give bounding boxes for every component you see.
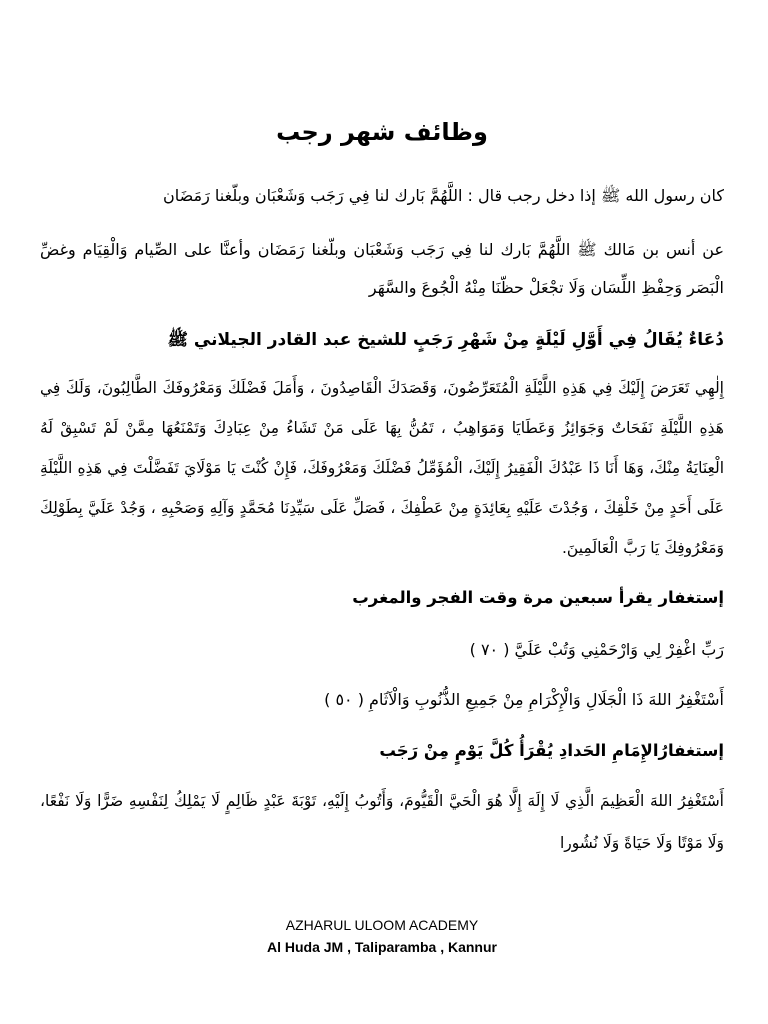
istighfar-line-1: رَبِّ اغْفِرْ لِي وَارْحَمْنِي وَتُبْ عَلَيَّ ( ٧٠ ) [469, 640, 724, 659]
haddad-istighfar-heading: إستغفارُالإِمَامِ الحَدادِ يُقْرَأُ كُلَّ يَوْمٍ مِنْ رَجَب [379, 741, 724, 760]
istighfar-line-2: أَسْتَغْفِرُ اللهَ ذَا الْجَلَالِ وَالْإِكْرَامِ مِنْ جَمِيعِ الذُّنُوبِ وَالْآثَامِ ( ٥٠ ) [324, 690, 724, 709]
document-page [40, 0, 724, 1024]
footer-address: Al Huda JM , Taliparamba , Kannur [266, 939, 497, 955]
haddad-istighfar-text: أَسْتَغْفِرُ اللهَ الْعَظِيمَ الَّذِي لَا إِلَهَ إِلَّا هُوَ الْحَيَّ الْقَيُّومَ، وَأَتُوبُ إِلَيْهِ، تَوْبَةَ عَبْدٍ ظَالِمٍ لَا يَمْلِكُ لِنَفْسِهِ ضَرًّا وَلَا نَفْعًا، وَلَا مَوْتًا وَلَا حَيَاةً وَلَا نُشُورا [40, 792, 724, 852]
hadith-paragraph-2: عن أنس بن مَالك ﷺ اللَّهُمَّ بَارك لنا فِي رَجَب وَشَعْبَان وبلّغنا رَمَضَان وأعنَّا على الصِّيام وَالْقِيَام وغضِّ الْبَصَر وَحِفْظِ اللِّسَان وَلَا تجْعَلْ حظّنَا مِنْهُ الْجُوعَ والسَّهَر [40, 240, 724, 297]
hadith-paragraph-1: كان رسول الله ﷺ إذا دخل رجب قال : اللَّهُمَّ بَارك لنا فِي رَجَب وَشَعْبَان وبلّغنا رَمَضَان [163, 186, 724, 205]
footer [40, 914, 724, 958]
istighfar-heading: إستغفار يقرأ سبعين مرة وقت الفجر والمغرب [352, 588, 724, 607]
dua-heading: دُعَاءٌ يُقَالُ فِي أَوَّلِ لَيْلَةٍ مِنْ شَهْرِ رَجَبٍ للشيخ عبد القادر الجيلاني ﷺ [167, 330, 724, 350]
dua-text: إِلٰهِي تَعَرَضَ إِلَيْكَ فِي هَذِهِ اللَّيْلَةِ الْمُتَعَرِّضُونَ، وَقَصَدَكَ الْقَاصِدُونَ ، وَأَمَلَ فَضْلَكَ وَمَعْرُوفَكَ الطَّالِبُونَ، وَلَكَ فِي هَذِهِ اللَّيْلَةِ نَفَحَاتٌ وَجَوَائِزُ وَعَطَايَا وَمَوَاهِبُ ، تَمُنُّ بِهَا عَلَى مَنْ تَشَاءُ مِنْ عِبَادِكَ وَتَمْنَعُهَا مِمَّنْ لَمْ تَسْبِقْ لَهُ الْعِنَايَةُ مِنْكَ، وَهَا أَنَا ذَا عَبْدُكَ الْفَقِيرُ إِلَيْكَ، الْمُؤَمِّلُ فَضْلَكَ وَمَعْرُوفَكَ، فَإِنْ كُنْتَ يَا مَوْلَايَ تَفَضَّلْتَ فِي هَذِهِ اللَّيْلَةِ عَلَى أَحَدٍ مِنْ خَلْقِكَ ، وَجُدْتَ عَلَيْهِ بِعَائِدَةٍ مِنْ عَطْفِكَ ، فَصَلِّ عَلَى سَيِّدِنَا مُحَمَّدٍ وَآلِهِ وَصَحْبِهِ ، وَجُدْ عَلَيَّ بِطَوْلِكَ وَمَعْرُوفِكَ يَا رَبَّ الْعَالَمِينَ. [40, 379, 724, 557]
page-title: وظائف شهر رجب [276, 118, 488, 146]
footer-academy-name: AZHARUL ULOOM ACADEMY [285, 917, 479, 933]
